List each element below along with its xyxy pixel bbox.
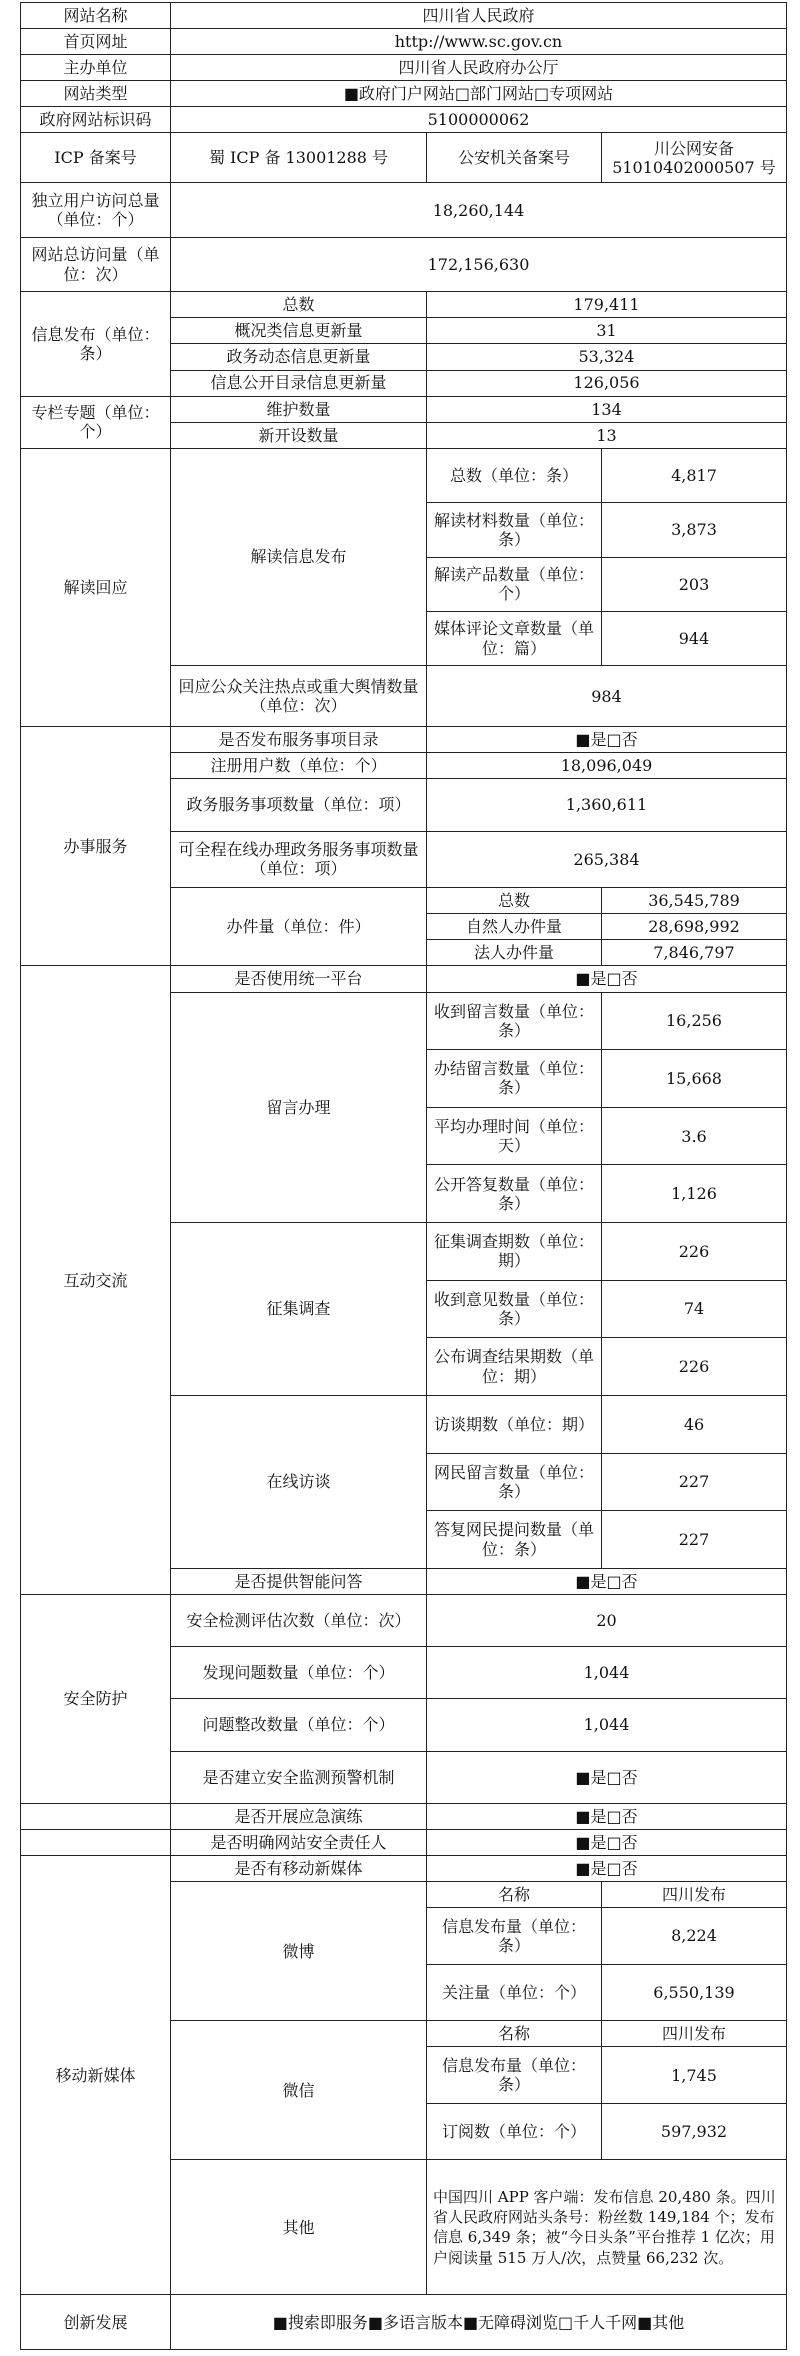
unique-visitors-label: 独立用户访问总量（单位：个） xyxy=(21,183,171,237)
cases-row-label: 总数 xyxy=(427,888,602,914)
services-row-value: ■是□否 xyxy=(427,727,787,753)
messages-row-label: 公开答复数量（单位：条） xyxy=(427,1165,602,1223)
site-type-label: 网站类型 xyxy=(21,81,171,107)
mobile-other-text: 中国四川 APP 客户端：发布信息 20,480 条。四川省人民政府网站头条号：粉丝数 149,184 个；发布信息 6,349 条；被“今日头条”平台推荐 1 亿次；用户阅读量 515 万人/次，点赞量 66,232 次。 xyxy=(427,2160,787,2295)
messages-row-label: 办结留言数量（单位：条） xyxy=(427,1050,602,1108)
interpretation-row-label: 解读材料数量（单位：条） xyxy=(427,503,602,557)
services-row-label: 是否发布服务事项目录 xyxy=(171,727,427,753)
wechat-label: 微信 xyxy=(171,2021,427,2160)
services-row-value: 1,360,611 xyxy=(427,779,787,831)
security-blank-cell xyxy=(21,1829,171,1855)
total-visits-label: 网站总访问量（单位：次） xyxy=(21,237,171,291)
info-release-label: 信息发布（单位：条） xyxy=(21,292,171,396)
interview-row-value: 46 xyxy=(602,1395,787,1453)
smart-qa-label: 是否提供智能问答 xyxy=(171,1568,427,1594)
survey-row-value: 226 xyxy=(602,1338,787,1396)
survey-row-label: 收到意见数量（单位：条） xyxy=(427,1280,602,1338)
security-row-value: ■是□否 xyxy=(427,1803,787,1829)
weibo-row-label: 名称 xyxy=(427,1882,602,1908)
sponsor-value: 四川省人民政府办公厅 xyxy=(171,55,787,81)
security-row-label: 是否明确网站安全责任人 xyxy=(171,1829,427,1855)
info-release-row-label: 政务动态信息更新量 xyxy=(171,344,427,370)
interview-row-label: 网民留言数量（单位：条） xyxy=(427,1453,602,1511)
special-topics-row-value: 13 xyxy=(427,422,787,448)
interpretation-row-value: 203 xyxy=(602,557,787,611)
unique-visitors-value: 18,260,144 xyxy=(171,183,787,237)
info-release-row-value: 126,056 xyxy=(427,370,787,396)
mobile-other-label: 其他 xyxy=(171,2160,427,2295)
security-label: 安全防护 xyxy=(21,1595,171,1804)
security-row-value: ■是□否 xyxy=(427,1829,787,1855)
home-url-label: 首页网址 xyxy=(21,29,171,55)
interpretation-row-value: 4,817 xyxy=(602,448,787,502)
services-row-label: 政务服务事项数量（单位：项） xyxy=(171,779,427,831)
info-release-row-label: 总数 xyxy=(171,292,427,318)
messages-label: 留言办理 xyxy=(171,992,427,1223)
interview-row-label: 答复网民提问数量（单位：条） xyxy=(427,1511,602,1569)
survey-row-label: 征集调查期数（单位：期） xyxy=(427,1223,602,1281)
security-row-label: 是否开展应急演练 xyxy=(171,1803,427,1829)
unified-platform-label: 是否使用统一平台 xyxy=(171,966,427,992)
info-release-row-label: 概况类信息更新量 xyxy=(171,318,427,344)
security-row-value: 1,044 xyxy=(427,1647,787,1699)
interpretation-row-label: 媒体评论文章数量（单位：篇） xyxy=(427,611,602,665)
cases-row-label: 法人办件量 xyxy=(427,940,602,966)
hotspot-label: 回应公众关注热点或重大舆情数量（单位：次） xyxy=(171,666,427,727)
security-row-label: 安全检测评估次数（单位：次） xyxy=(171,1595,427,1647)
weibo-label: 微博 xyxy=(171,1882,427,2021)
weibo-row-label: 信息发布量（单位：条） xyxy=(427,1908,602,1965)
info-release-row-value: 53,324 xyxy=(427,344,787,370)
security-row-label: 是否建立安全监测预警机制 xyxy=(171,1751,427,1803)
survey-label: 征集调查 xyxy=(171,1223,427,1396)
cases-row-value: 7,846,797 xyxy=(602,940,787,966)
innovation-label: 创新发展 xyxy=(21,2295,171,2350)
sponsor-label: 主办单位 xyxy=(21,55,171,81)
interview-row-value: 227 xyxy=(602,1511,787,1569)
total-visits-value: 172,156,630 xyxy=(171,237,787,291)
security-row-label: 问题整改数量（单位：个） xyxy=(171,1699,427,1751)
interpretation-sub-label: 解读信息发布 xyxy=(171,448,427,666)
site-name-label: 网站名称 xyxy=(21,3,171,29)
security-blank-cell xyxy=(21,1803,171,1829)
interview-label: 在线访谈 xyxy=(171,1395,427,1568)
interview-row-label: 访谈期数（单位：期） xyxy=(427,1395,602,1453)
info-release-row-value: 179,411 xyxy=(427,292,787,318)
survey-row-value: 226 xyxy=(602,1223,787,1281)
messages-row-value: 16,256 xyxy=(602,992,787,1050)
site-id-value: 5100000062 xyxy=(171,107,787,133)
wechat-row-value: 597,932 xyxy=(602,2103,787,2160)
messages-row-value: 3.6 xyxy=(602,1107,787,1165)
weibo-row-value: 8,224 xyxy=(602,1908,787,1965)
interpretation-row-label: 总数（单位：条） xyxy=(427,448,602,502)
messages-row-label: 收到留言数量（单位：条） xyxy=(427,992,602,1050)
messages-row-label: 平均办理时间（单位：天） xyxy=(427,1107,602,1165)
home-url-value[interactable]: http://www.sc.gov.cn xyxy=(171,29,787,55)
interpretation-row-value: 3,873 xyxy=(602,503,787,557)
icp-value: 蜀 ICP 备 13001288 号 xyxy=(171,133,427,183)
security-row-value: 20 xyxy=(427,1595,787,1647)
mobile-has-value: ■是□否 xyxy=(427,1856,787,1882)
smart-qa-value: ■是□否 xyxy=(427,1568,787,1594)
messages-row-value: 15,668 xyxy=(602,1050,787,1108)
weibo-row-label: 关注量（单位：个） xyxy=(427,1964,602,2021)
security-row-value: ■是□否 xyxy=(427,1751,787,1803)
special-topics-row-label: 新开设数量 xyxy=(171,422,427,448)
mobile-label: 移动新媒体 xyxy=(21,1856,171,2295)
wechat-row-label: 名称 xyxy=(427,2021,602,2047)
weibo-row-value: 四川发布 xyxy=(602,1882,787,1908)
wechat-row-label: 信息发布量（单位：条） xyxy=(427,2047,602,2104)
cases-label: 办件量（单位：件） xyxy=(171,888,427,966)
hotspot-value: 984 xyxy=(427,666,787,727)
special-topics-row-value: 134 xyxy=(427,396,787,422)
services-row-value: 265,384 xyxy=(427,831,787,888)
interpretation-row-label: 解读产品数量（单位：个） xyxy=(427,557,602,611)
survey-row-value: 74 xyxy=(602,1280,787,1338)
police-record-value: 川公网安备 51010402000507 号 xyxy=(602,133,787,183)
weibo-row-value: 6,550,139 xyxy=(602,1964,787,2021)
interview-row-value: 227 xyxy=(602,1453,787,1511)
security-row-label: 发现问题数量（单位：个） xyxy=(171,1647,427,1699)
cases-row-label: 自然人办件量 xyxy=(427,914,602,940)
wechat-row-value: 四川发布 xyxy=(602,2021,787,2047)
services-row-value: 18,096,049 xyxy=(427,753,787,779)
wechat-row-label: 订阅数（单位：个） xyxy=(427,2103,602,2160)
survey-row-label: 公布调查结果期数（单位：期） xyxy=(427,1338,602,1396)
site-id-label: 政府网站标识码 xyxy=(21,107,171,133)
messages-row-value: 1,126 xyxy=(602,1165,787,1223)
cases-row-value: 36,545,789 xyxy=(602,888,787,914)
interpretation-row-value: 944 xyxy=(602,611,787,665)
info-release-row-label: 信息公开目录信息更新量 xyxy=(171,370,427,396)
police-record-label: 公安机关备案号 xyxy=(427,133,602,183)
annual-report-table xyxy=(20,2,787,2350)
wechat-row-value: 1,745 xyxy=(602,2047,787,2104)
site-type-value: ■政府门户网站□部门网站□专项网站 xyxy=(171,81,787,107)
innovation-value: ■搜索即服务■多语言版本■无障碍浏览□千人千网■其他 xyxy=(171,2295,787,2350)
services-row-label: 可全程在线办理政务服务事项数量（单位：项） xyxy=(171,831,427,888)
interpretation-label: 解读回应 xyxy=(21,448,171,726)
info-release-row-value: 31 xyxy=(427,318,787,344)
interaction-label: 互动交流 xyxy=(21,966,171,1595)
services-label: 办事服务 xyxy=(21,727,171,966)
special-topics-label: 专栏专题（单位：个） xyxy=(21,396,171,448)
site-name-value: 四川省人民政府 xyxy=(171,3,787,29)
special-topics-row-label: 维护数量 xyxy=(171,396,427,422)
services-row-label: 注册用户数（单位：个） xyxy=(171,753,427,779)
icp-label: ICP 备案号 xyxy=(21,133,171,183)
mobile-has-label: 是否有移动新媒体 xyxy=(171,1856,427,1882)
unified-platform-value: ■是□否 xyxy=(427,966,787,992)
security-row-value: 1,044 xyxy=(427,1699,787,1751)
cases-row-value: 28,698,992 xyxy=(602,914,787,940)
